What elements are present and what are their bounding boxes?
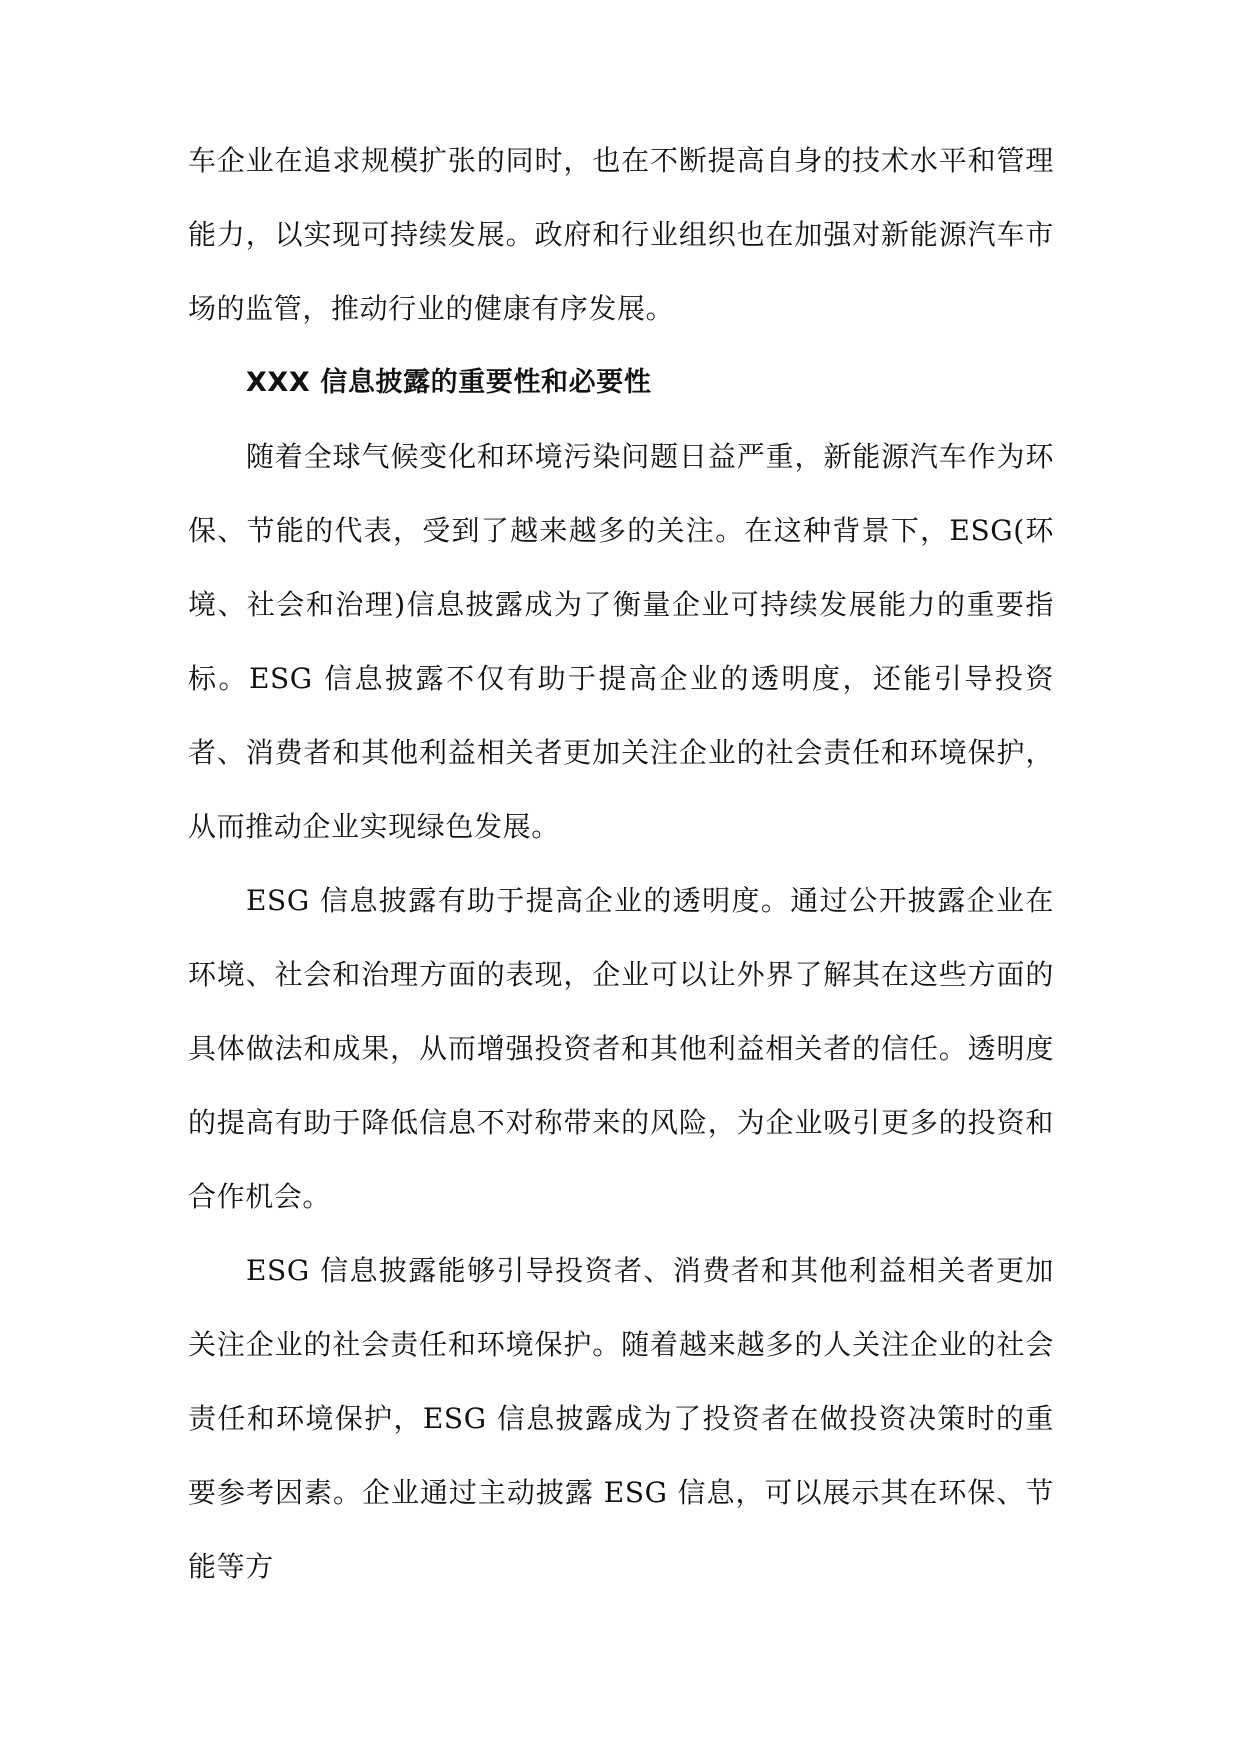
body-paragraph-2: ESG 信息披露有助于提高企业的透明度。通过公开披露企业在环境、社会和治理方面的表现，企业可以让外界了解其在这些方面的具体做法和成果，从而增强投资者和其他利益相关者的信任。透明度的提高有助于降低信息不对称带来的风险，为企业吸引更多的投资和合作机会。 xyxy=(188,884,1054,1213)
body-paragraph-1: 随着全球气候变化和环境污染问题日益严重，新能源汽车作为环保、节能的代表，受到了越来越多的关注。在这种背景下，ESG(环境、社会和治理)信息披露成为了衡量企业可持续发展能力的重要指标。ESG 信息披露不仅有助于提高企业的透明度，还能引导投资者、消费者和其他利益相关者更加关注企业的社会责任和环境保护，从而推动企业实现绿色发展。 xyxy=(188,440,1054,843)
section-heading: XXX 信息披露的重要性和必要性 xyxy=(246,367,652,398)
intro-paragraph: 车企业在追求规模扩张的同时，也在不断提高自身的技术水平和管理能力，以实现可持续发展。政府和行业组织也在加强对新能源汽车市场的监管，推动行业的健康有序发展。 xyxy=(188,144,1054,325)
body-paragraph-3: ESG 信息披露能够引导投资者、消费者和其他利益相关者更加关注企业的社会责任和环境保护。随着越来越多的人关注企业的社会责任和环境保护，ESG 信息披露成为了投资者在做投资决策时的重要参考因素。企业通过主动披露 ESG 信息，可以展示其在环保、节能等方 xyxy=(188,1254,1054,1583)
